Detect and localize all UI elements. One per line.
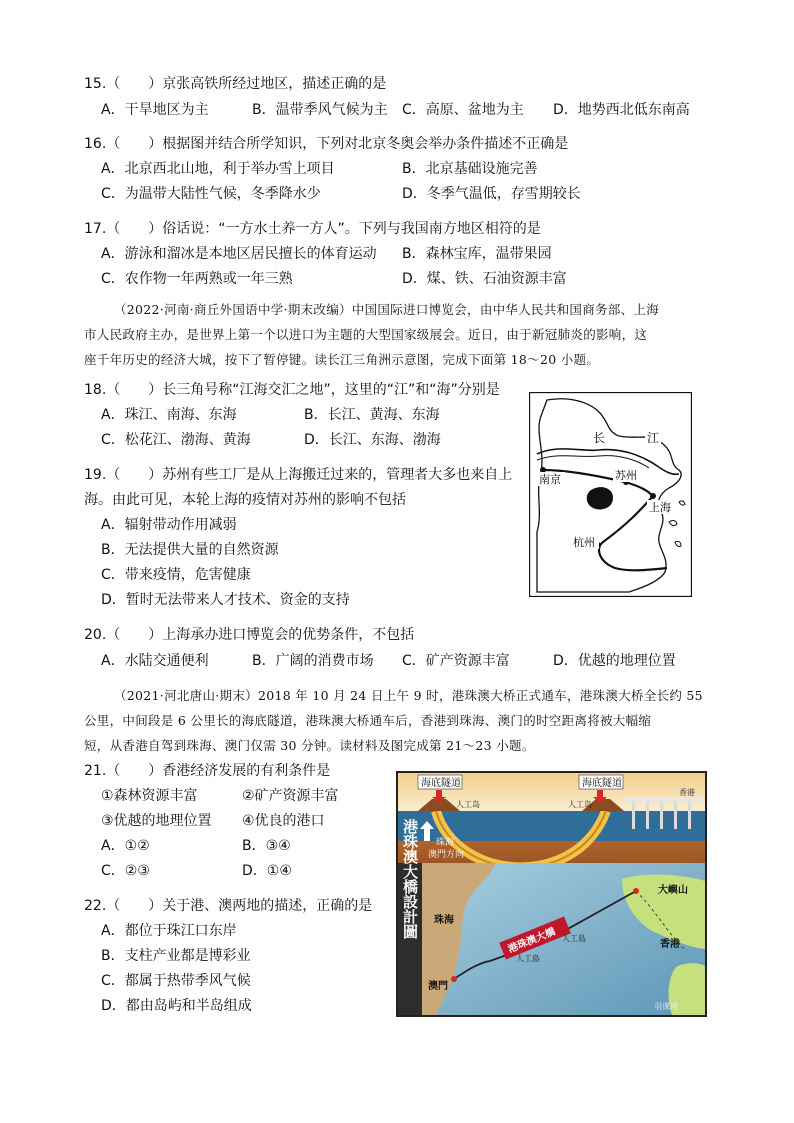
label-shanghai: 上海 <box>649 501 671 514</box>
q21-option-d[interactable]: D．①④ <box>242 863 292 879</box>
intro2-line1: （2021·河北唐山·期末）2018 年 10 月 24 日上午 9 时，港珠澳大桥正式通车，港珠澳大桥全长约 55 <box>114 688 703 703</box>
taihu-lake <box>587 487 613 509</box>
island-label-right: 人工岛 <box>568 800 592 809</box>
island-label-left: 人工岛 <box>456 800 480 809</box>
q20-option-c[interactable]: C．矿产资源丰富 <box>402 653 510 669</box>
direction-zhuhai: 珠海 <box>436 838 455 848</box>
q16-option-d[interactable]: D．冬季气温低，存雪期较长 <box>402 186 581 202</box>
label-zhuhai: 珠海 <box>434 915 454 926</box>
hk-label-top: 香港 <box>679 788 695 797</box>
q22-option-c[interactable]: C．都属于热带季风气候 <box>101 973 251 989</box>
q18-option-c[interactable]: C．松花江、渤海、黄海 <box>101 432 251 448</box>
q21-item-2: ②矿产资源丰富 <box>242 788 339 804</box>
shanghai-dot <box>650 493 656 499</box>
q19-stem-line2: 海。由此可见，本轮上海的疫情对苏州的影响不包括 <box>84 492 406 508</box>
q15-option-d[interactable]: D．地势西北低东南高 <box>553 102 690 118</box>
q20-option-a[interactable]: A．水陆交通便利 <box>101 653 209 669</box>
q21-option-c[interactable]: C．②③ <box>101 863 150 879</box>
q22-stem: 22.（ ）关于港、澳两地的描述，正确的是 <box>84 898 373 914</box>
label-hangzhou: 杭州 <box>573 536 595 549</box>
q17-option-b[interactable]: B．森林宝库，温带果园 <box>402 246 552 262</box>
yangtze-delta-map <box>529 392 692 597</box>
q20-stem: 20.（ ）上海承办进口博览会的优势条件，不包括 <box>84 627 415 643</box>
q21-item-3: ③优越的地理位置 <box>101 813 212 829</box>
diagram-title: 港珠澳大橋設計圖 <box>401 819 419 939</box>
q21-stem: 21.（ ）香港经济发展的有利条件是 <box>84 763 331 779</box>
q17-option-d[interactable]: D．煤、铁、石油资源丰富 <box>402 271 567 287</box>
intro1-line2: 市人民政府主办，是世界上第一个以进口为主题的大型国家级展会。近日，由于新冠肺炎的影响，这 <box>84 327 648 342</box>
label-bridge: 港珠澳大橋 <box>506 926 558 956</box>
hzmb-design-diagram <box>396 771 707 1017</box>
q17-option-c[interactable]: C．农作物一年两熟或一年三熟 <box>101 271 293 287</box>
q15-option-b[interactable]: B．温带季风气候为主 <box>252 102 388 118</box>
q22-option-d[interactable]: D．都由岛屿和半岛组成 <box>101 998 252 1014</box>
q21-item-4: ④优良的港口 <box>242 813 325 829</box>
tunnel-label-left: 海底隧道 <box>421 778 461 789</box>
label-suzhou: 苏州 <box>615 469 637 482</box>
q19-option-c[interactable]: C．带来疫情，危害健康 <box>101 567 251 583</box>
q18-option-a[interactable]: A．珠江、南海、东海 <box>101 407 237 423</box>
q15-stem: 15.（ ）京张高铁所经过地区，描述正确的是 <box>84 76 387 92</box>
q21-option-b[interactable]: B．③④ <box>242 838 291 854</box>
q22-option-b[interactable]: B．支柱产业都是博彩业 <box>101 948 251 964</box>
q16-option-c[interactable]: C．为温带大陆性气候，冬季降水少 <box>101 186 321 202</box>
q19-option-b[interactable]: B．无法提供大量的自然资源 <box>101 542 279 558</box>
q16-option-a[interactable]: A．北京西北山地，利于举办雪上项目 <box>101 161 335 177</box>
intro-hzmb <box>84 683 714 758</box>
landing-dot <box>633 888 639 894</box>
label-island-2: 人工島 <box>516 954 540 963</box>
label-jiang: 江 <box>647 431 660 445</box>
q17-stem: 17.（ ）俗话说：“一方水土养一方人”。下列与我国南方地区相符的是 <box>84 221 541 237</box>
intro2-line3: 短，从香港自驾到珠海、澳门仅需 30 分钟。读材料及图完成第 21～23 小题。 <box>84 738 535 753</box>
intro2-line2: 公里，中间段是 6 公里长的海底隧道，港珠澳大桥通车后，香港到珠海、澳门的时空距离将被大幅缩 <box>84 713 652 728</box>
intro1-line1: （2022·河南·商丘外国语中学·期末改编）中国国际进口博览会，由中华人民共和国商务部、上海 <box>114 302 660 317</box>
q21-item-1: ①森林资源丰富 <box>101 788 198 804</box>
bridge-deck <box>624 797 705 801</box>
q19-option-a[interactable]: A．辐射带动作用减弱 <box>101 517 237 533</box>
q20-option-d[interactable]: D．优越的地理位置 <box>553 653 676 669</box>
q22-option-a[interactable]: A．都位于珠江口东岸 <box>101 923 237 939</box>
label-chang: 长 <box>593 431 606 445</box>
watermark: 羽课网 <box>654 1002 678 1011</box>
q18-stem: 18.（ ）长三角号称“江海交汇之地”，这里的“江”和“海”分别是 <box>84 382 500 398</box>
intro1-line3: 座千年历史的经济大城，按下了暂停键。读长江三角洲示意图，完成下面第 18～20 小题。 <box>84 352 600 367</box>
q16-option-b[interactable]: B．北京基础设施完善 <box>402 161 538 177</box>
q20-option-b[interactable]: B．广阔的消费市场 <box>252 653 374 669</box>
q16-stem: 16.（ ）根据图并结合所学知识，下列对北京冬奥会举办条件描述不正确是 <box>84 136 569 152</box>
q19-stem-line1: 19.（ ）苏州有些工厂是从上海搬迁过来的，管理者大多也来自上 <box>84 467 513 483</box>
label-hk: 香港 <box>660 939 680 950</box>
q18-option-d[interactable]: D．长江、东海、渤海 <box>304 432 441 448</box>
q19-option-d[interactable]: D．暂时无法带来人才技术、资金的支持 <box>101 592 350 608</box>
q18-option-b[interactable]: B．长江、黄海、东海 <box>304 407 440 423</box>
q21-option-a[interactable]: A．①② <box>101 838 150 854</box>
tunnel-label-right: 海底隧道 <box>582 778 622 789</box>
q17-option-a[interactable]: A．游泳和溜冰是本地区居民擅长的体育运动 <box>101 246 377 262</box>
label-macau: 澳門 <box>428 981 448 992</box>
q15-option-c[interactable]: C．高原、盆地为主 <box>402 102 524 118</box>
label-island-1: 人工島 <box>562 934 586 943</box>
intro-yangtze-delta <box>84 297 714 372</box>
direction-macau: 澳門方向 <box>428 850 465 860</box>
label-nanjing: 南京 <box>539 473 561 486</box>
q15-option-a[interactable]: A．干旱地区为主 <box>101 102 209 118</box>
macau-dot <box>451 976 457 982</box>
label-dayushan: 大嶼山 <box>658 885 688 896</box>
